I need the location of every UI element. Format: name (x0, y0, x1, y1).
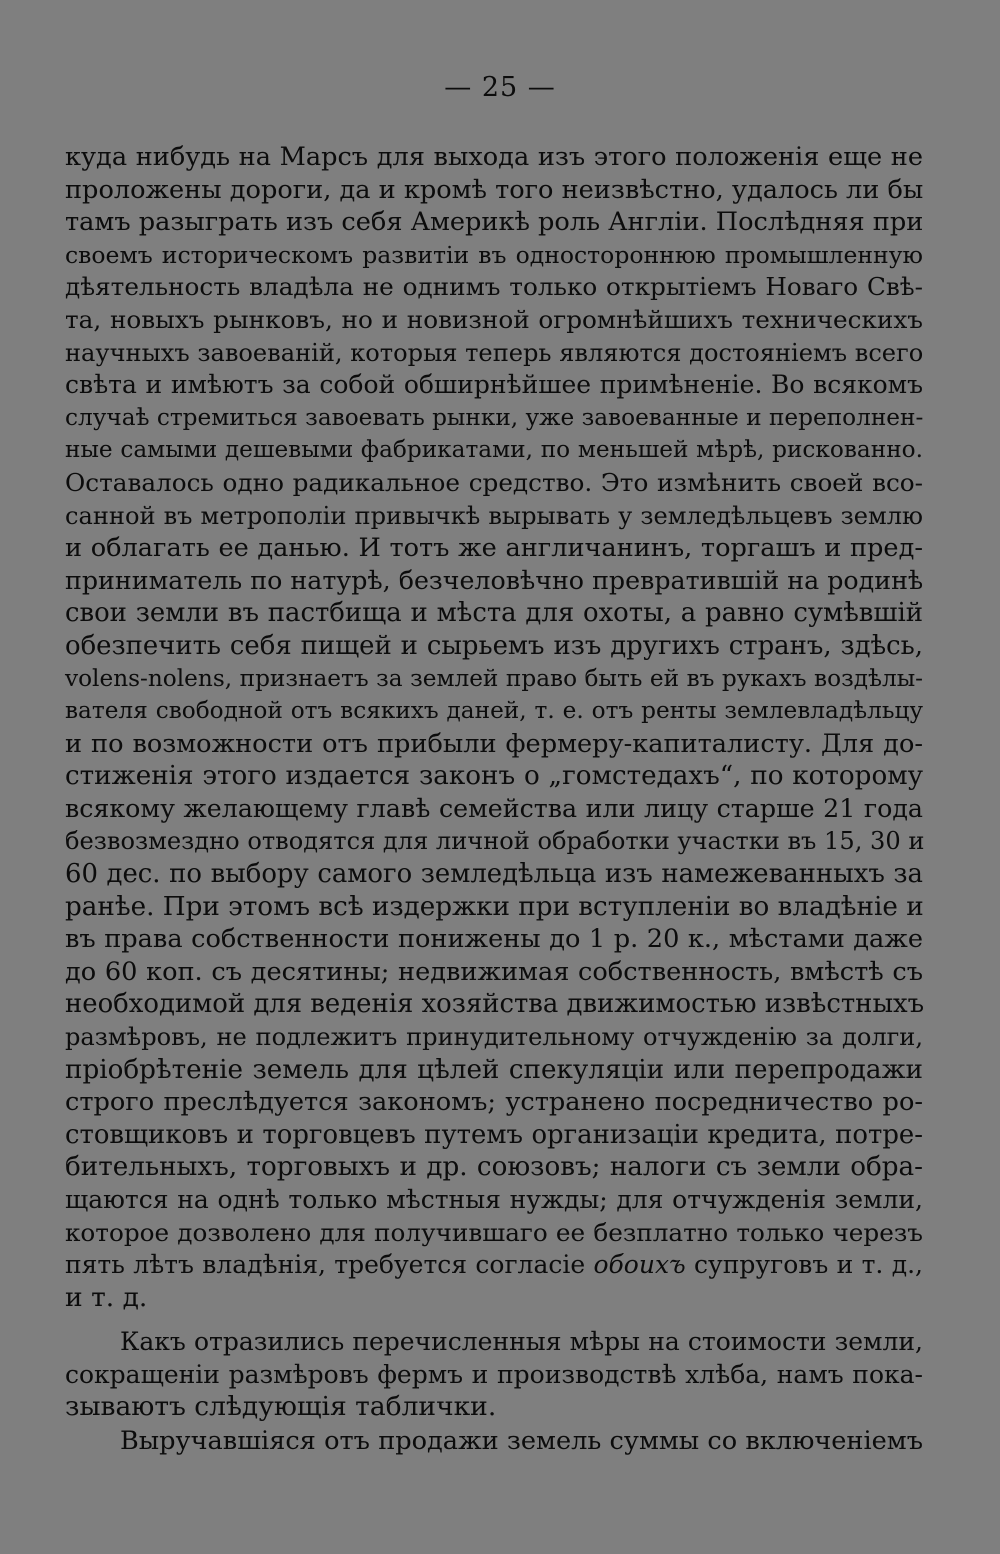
text-line: своемъ историческомъ развитіи въ одностороннюю промышленную (65, 240, 923, 269)
text-line: и облагать ее данью. И тотъ же англичанинъ, торгашъ и пред- (65, 533, 923, 564)
text-line: Оставалось одно радикальное средство. Это измѣнить своей всо- (65, 467, 923, 497)
italic-word: обоихъ (593, 1250, 686, 1280)
text-line: 60 дес. по выбору самого земледѣльца изъ намежеванныхъ за (65, 859, 923, 890)
text-line: Какъ отразились перечисленныя мѣры на стоимости земли, (120, 1327, 923, 1356)
text-line: Выручавшіяся отъ продажи земель суммы со включеніемъ (120, 1426, 923, 1456)
text-line: бительныхъ, торговыхъ и др. союзовъ; налоги съ земли обра- (65, 1152, 923, 1183)
paragraph-3 (65, 1425, 923, 1458)
text-line: всякому желающему главѣ семейства или лицу старше 21 года (65, 793, 923, 823)
text-line: тамъ разыграть изъ себя Америкѣ роль Англіи. Послѣдняя при (65, 207, 924, 238)
text-segment: пять лѣтъ владѣнія, требуется согласіе (65, 1250, 594, 1280)
text-line: свои земли въ пастбища и мѣста для охоты, а равно сумѣвшій (65, 598, 923, 629)
text-line: въ права собственности понижены до 1 р. 20 к., мѣстами даже (65, 924, 923, 955)
text-line: безвозмездно отводятся для личной обработки участки въ 15, 30 и (65, 827, 925, 856)
text-line-with-italic (65, 1249, 923, 1282)
text-line: стиженія этого издается законъ о „гомстедахъ“, по которому (65, 761, 923, 792)
text-line: случаѣ стремиться завоевать рынки, уже завоеванные и переполнен- (65, 403, 924, 431)
text-line: дѣятельность владѣла не однимъ только открытіемъ Новаго Свѣ- (65, 272, 923, 302)
text-line: обезпечить себя пищей и сырьемъ изъ другихъ странъ, здѣсь, (65, 630, 923, 661)
text-line: та, новыхъ рынковъ, но и новизной огромнѣйшихъ техническихъ (65, 304, 923, 334)
text-line: volens-nolens, признаетъ за землей право быть ей въ рукахъ воздѣлы- (65, 664, 923, 692)
text-line: до 60 коп. съ десятины; недвижимая собственность, вмѣстѣ съ (65, 956, 923, 987)
text-segment: супруговъ и т. д., (685, 1250, 924, 1280)
paragraph-2 (65, 1326, 923, 1424)
text-line: и т. д. (65, 1281, 148, 1313)
text-line: которое дозволено для получившаго ее безплатно только черезъ (65, 1217, 923, 1247)
text-line: и по возможности отъ прибыли фермеру-капиталисту. Для до- (65, 728, 923, 759)
text-line: зываютъ слѣдующія таблички. (65, 1391, 497, 1423)
text-line: научныхъ завоеваній, которыя теперь являются достояніемъ всего (65, 338, 924, 367)
text-line: куда нибудь на Марсъ для выхода изъ этого положенія еще не (65, 142, 923, 172)
text-line: стовщиковъ и торговцевъ путемъ организаціи кредита, потре- (65, 1119, 923, 1150)
text-line: щаются на однѣ только мѣстныя нужды; для отчужденія земли, (65, 1185, 923, 1214)
page-number: — 25 — (444, 72, 556, 103)
text-line: вателя свободной отъ всякихъ даней, т. е. отъ ренты землевладѣльцу (65, 697, 923, 725)
text-line: ранѣе. При этомъ всѣ издержки при вступленіи во владѣніе и (65, 891, 924, 922)
text-line: свѣта и имѣютъ за собой обширнѣйшее примѣненіе. Во всякомъ (65, 370, 923, 400)
text-line: необходимой для веденія хозяйства движимостью извѣстныхъ (65, 989, 925, 1020)
paragraph-1 (65, 141, 923, 1314)
text-line: размѣровъ, не подлежитъ принудительному отчужденію за долги, (65, 1023, 923, 1052)
text-line: пріобрѣтеніе земель для цѣлей спекуляціи или перепродажи (65, 1054, 923, 1085)
text-line: санной въ метрополіи привычкѣ вырывать у земледѣльцевъ землю (65, 501, 923, 530)
text-line: ные самыми дешевыми фабрикатами, по меньшей мѣрѣ, рискованно. (65, 436, 923, 464)
text-line: проложены дороги, да и кромѣ того неизвѣстно, удалось ли бы (65, 174, 924, 205)
text-line: строго преслѣдуется закономъ; устранено посредничество ро- (65, 1087, 923, 1118)
text-line: сокращеніи размѣровъ фермъ и производствѣ хлѣба, намъ пока- (65, 1359, 923, 1389)
text-line: приниматель по натурѣ, безчеловѣчно превратившій на родинѣ (65, 565, 924, 595)
